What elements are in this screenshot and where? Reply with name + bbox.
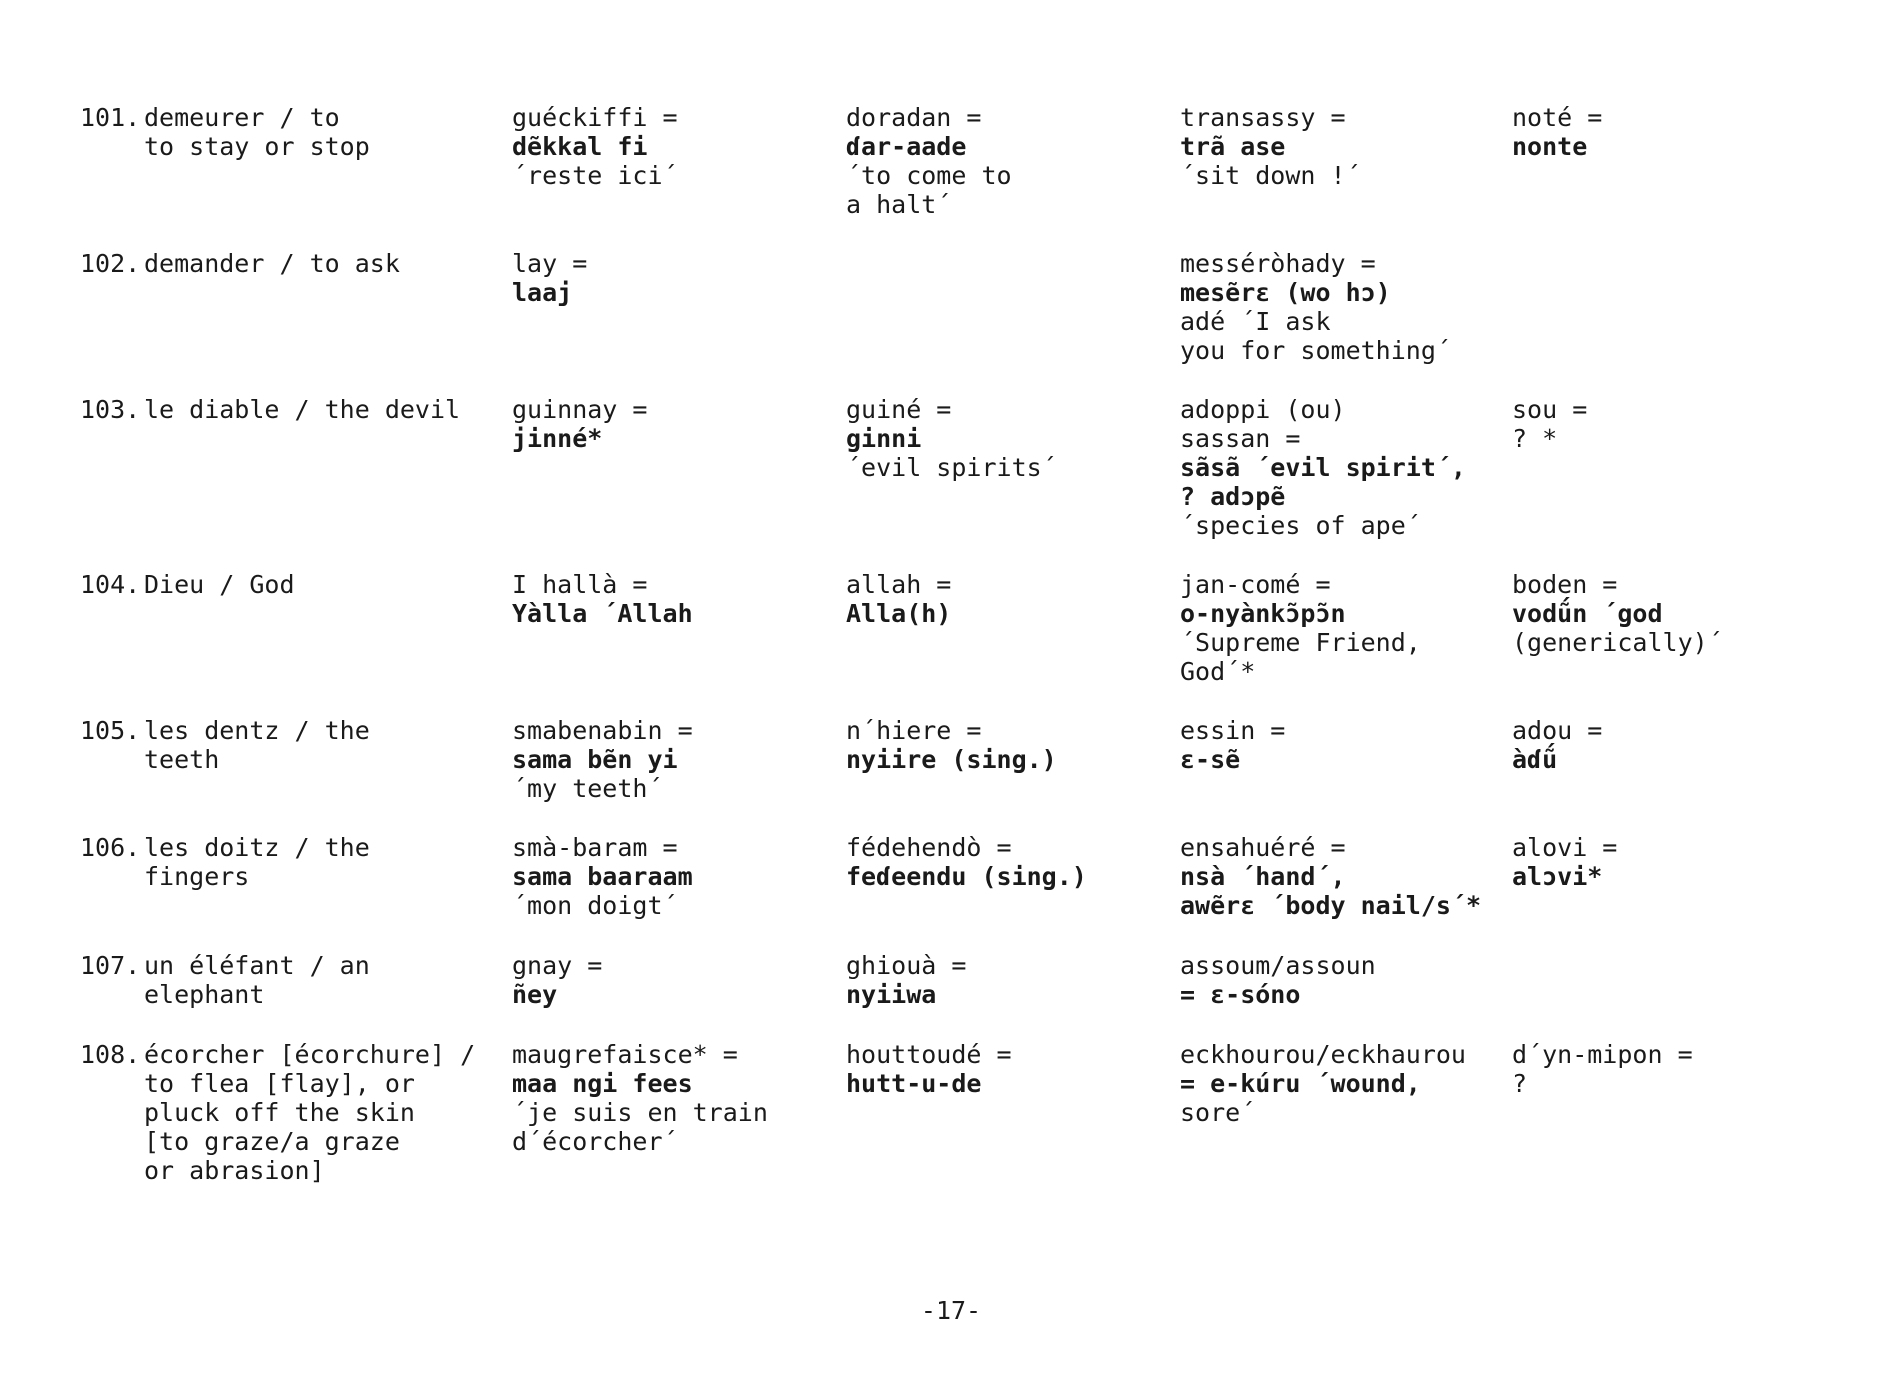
modern-form: ginni [846,424,922,453]
source-form: lay = [512,249,588,278]
gloss-line: les dentz / the [144,716,370,745]
gloss-line: les doitz / the [144,833,370,862]
akan-column [1180,395,1510,540]
source-form: boden = [1512,570,1618,599]
source-form: allah = [846,570,952,599]
gloss-line: pluck off the skin [144,1098,415,1127]
english-gloss [144,1040,504,1185]
source-form: smà-baram = [512,833,678,862]
english-gloss [144,395,504,424]
gloss-line: to stay or stop [144,132,370,161]
modern-form: sãsã ´evil spirit´, [1180,453,1466,482]
modern-form: ? * [1512,424,1558,453]
modern-form: nonte [1512,132,1588,161]
source-form: ghiouà = [846,951,967,980]
gloss-line: fingers [144,862,250,891]
gloss-line: demander / to ask [144,249,400,278]
fula-column [846,1040,1166,1098]
gloss-line: demeurer / to [144,103,340,132]
source-form: doradan = [846,103,982,132]
modern-form: ɗar-aade [846,132,967,161]
entry-number: 106. [80,833,141,862]
source-form: ensahuéré = [1180,833,1346,862]
modern-form: trã ase [1180,132,1286,161]
modern-form: ? [1512,1069,1528,1098]
source-form: noté = [1512,103,1603,132]
fula-column [846,395,1166,482]
meaning-note: ´to come to [846,161,1012,190]
meaning-note: a halt´ [846,190,952,219]
akan-column [1180,833,1510,920]
modern-form: ñey [512,980,558,1009]
modern-form: o-nyànkɔ̃pɔ̃n [1180,599,1346,628]
wolof-column [512,249,832,307]
gloss-line: écorcher [écorchure] / [144,1040,476,1069]
english-gloss [144,833,504,891]
gloss-line: Dieu / God [144,570,295,599]
modern-form: vodṹn ´god [1512,599,1663,628]
akan-column [1180,951,1510,1009]
wolof-column [512,570,832,628]
gloss-line: or abrasion] [144,1156,325,1185]
ewe-column [1512,395,1892,453]
akan-column [1180,103,1510,190]
akan-column [1180,1040,1510,1127]
ewe-column [1512,833,1892,891]
english-gloss [144,103,504,161]
meaning-note: ´sit down !´ [1180,161,1361,190]
entry-number: 104. [80,570,141,599]
source-form: guéckiffi = [512,103,678,132]
source-form: maugrefaisce* = [512,1040,738,1069]
modern-form: Yàlla ´Allah [512,599,693,628]
entry-number: 103. [80,395,141,424]
wolof-column [512,103,832,190]
page-number: -17- [920,1296,982,1325]
fula-column [846,570,1166,628]
source-form: fédehendò = [846,833,1012,862]
source-form: eckhourou/eckhaurou [1180,1040,1466,1069]
modern-form: awẽrɛ ´body nail/s´* [1180,891,1482,920]
meaning-note: God´* [1180,657,1256,686]
modern-form: sama bẽn yi [512,745,678,774]
gloss-line: un éléfant / an [144,951,370,980]
entry-number: 102. [80,249,141,278]
english-gloss [144,249,504,278]
modern-form: maa ngi fees [512,1069,693,1098]
source-form: adoppi (ou) [1180,395,1346,424]
source-form: essin = [1180,716,1286,745]
modern-form: jinné* [512,424,603,453]
fula-column [846,833,1166,891]
english-gloss [144,716,504,774]
wolof-column [512,716,832,803]
meaning-note: ´reste ici´ [512,161,678,190]
source-form: n´hiere = [846,716,982,745]
source-form: messéròhady = [1180,249,1376,278]
meaning-note: ´mon doigt´ [512,891,678,920]
entry-number: 108. [80,1040,141,1069]
entry-number: 107. [80,951,141,980]
source-form: guinnay = [512,395,648,424]
modern-form: dẽkkal fi [512,132,648,161]
modern-form: sama baaraam [512,862,693,891]
fula-column [846,103,1166,219]
fula-column [846,951,1166,1009]
modern-form: alɔvi* [1512,862,1603,891]
wolof-column [512,395,832,453]
wolof-column [512,1040,832,1156]
gloss-line: teeth [144,745,220,774]
meaning-note: ´species of ape´ [1180,511,1421,540]
akan-column [1180,716,1510,774]
source-form: gnay = [512,951,603,980]
english-gloss [144,570,504,599]
meaning-note: adé ´I ask [1180,307,1331,336]
source-form: adou = [1512,716,1603,745]
entry-number: 101. [80,103,141,132]
source-form: transassy = [1180,103,1346,132]
entry-number: 105. [80,716,141,745]
meaning-note: (generically)´ [1512,628,1723,657]
source-form: guiné = [846,395,952,424]
meaning-note: you for something´ [1180,336,1451,365]
source-form: jan-comé = [1180,570,1331,599]
source-form: houttoudé = [846,1040,1012,1069]
modern-form: nyiiwa [846,980,937,1009]
wolof-column [512,951,832,1009]
source-form: alovi = [1512,833,1618,862]
meaning-note: ´evil spirits´ [846,453,1057,482]
meaning-note: ´my teeth´ [512,774,663,803]
meaning-note: d´écorcher´ [512,1127,678,1156]
modern-form: àɗṹ [1512,745,1558,774]
akan-column [1180,570,1510,686]
source-form: d´yn-mipon = [1512,1040,1693,1069]
source-form: assoum/assoun [1180,951,1376,980]
modern-form: mesẽrɛ (wo hɔ) [1180,278,1391,307]
gloss-line: [to graze/a graze [144,1127,400,1156]
ewe-column [1512,716,1892,774]
modern-form: hutt-u-de [846,1069,982,1098]
source-form: I hallà = [512,570,648,599]
modern-form: ɛ-sẽ [1180,745,1241,774]
modern-form: nyiire (sing.) [846,745,1057,774]
modern-form: laaj [512,278,573,307]
meaning-note: sore´ [1180,1098,1256,1127]
meaning-note: ´je suis en train [512,1098,768,1127]
ewe-column [1512,103,1892,161]
source-form: sou = [1512,395,1588,424]
modern-form: ? adɔpẽ [1180,482,1286,511]
ewe-column [1512,570,1892,657]
gloss-line: to flea [flay], or [144,1069,415,1098]
akan-column [1180,249,1510,365]
modern-form: = ɛ-sóno [1180,980,1301,1009]
fula-column [846,716,1166,774]
modern-form: Alla(h) [846,599,952,628]
ewe-column [1512,1040,1892,1098]
gloss-line: elephant [144,980,265,1009]
gloss-line: le diable / the devil [144,395,461,424]
wolof-column [512,833,832,920]
modern-form: nsà ´hand´, [1180,862,1346,891]
source-form: smabenabin = [512,716,693,745]
meaning-note: ´Supreme Friend, [1180,628,1421,657]
modern-form: = e-kúru ´wound, [1180,1069,1421,1098]
english-gloss [144,951,504,1009]
modern-form: feɗeendu (sing.) [846,862,1087,891]
source-form: sassan = [1180,424,1301,453]
